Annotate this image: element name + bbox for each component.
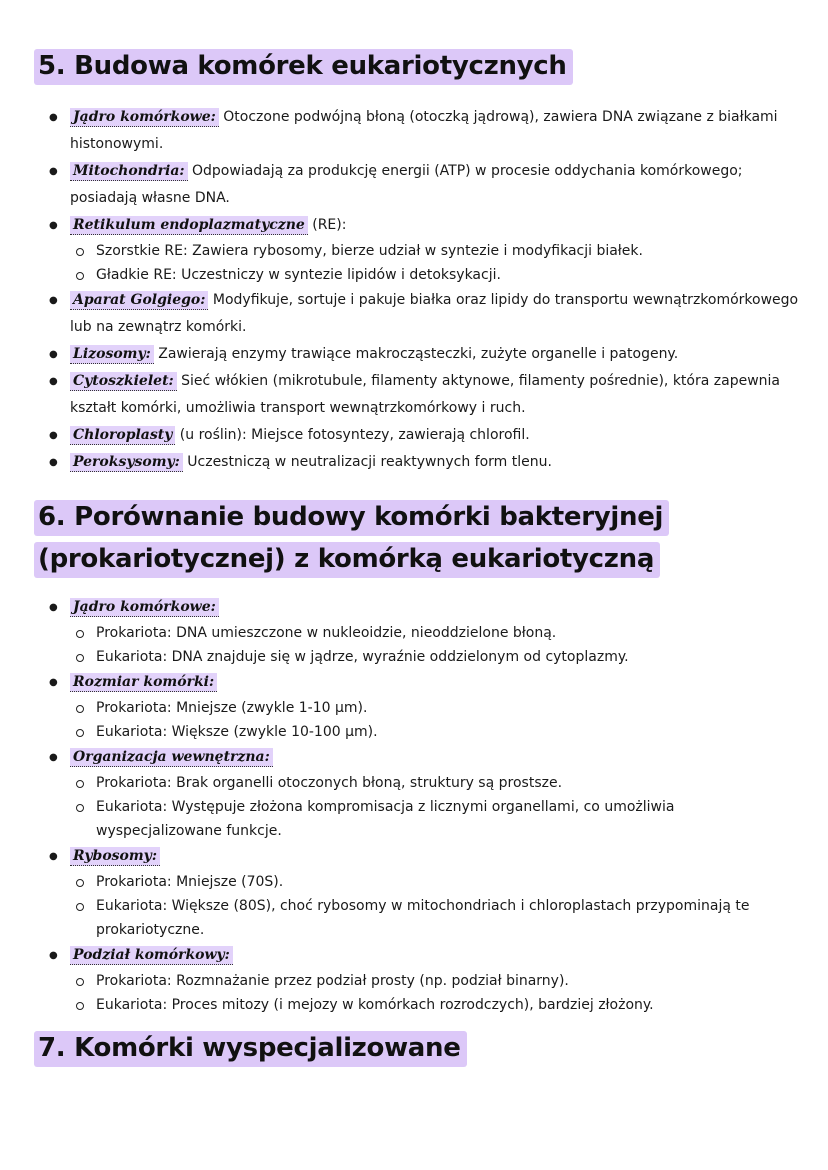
term: Retikulum endoplazmatyczne [70,216,308,235]
sub-list-item: Eukariota: Większe (80S), choć rybosomy w mitochondriach i chloroplastach przypominają te prokariotyczne. [70,894,800,942]
section-5-list [40,104,800,476]
list-item [40,158,800,212]
section-6-title-line-2: (prokariotycznej) z komórką eukariotyczną [34,542,660,578]
description: Sieć włókien (mikrotubule, filamenty aktynowe, filamenty pośrednie), która zapewnia kształt komórki, umożliwia transport wewnątrzkomórkowy i ruch. [70,373,780,416]
sub-list-item: Eukariota: Występuje złożona kompromisacja z licznymi organellami, co umożliwia wyspecjalizowane funkcje. [70,795,800,843]
sub-list-item: Szorstkie RE: Zawiera rybosomy, bierze udział w syntezie i modyfikacji białek. [70,239,800,263]
term: Mitochondria: [70,162,188,181]
list-item [40,942,800,1017]
section-5-title: 5. Budowa komórek eukariotycznych [34,49,573,85]
sub-list-item: Prokariota: Rozmnażanie przez podział prosty (np. podział binarny). [70,969,800,993]
sub-list-item: Eukariota: DNA znajduje się w jądrze, wyraźnie oddzielonym od cytoplazmy. [70,645,800,669]
list-item [40,843,800,942]
list-item [40,422,800,449]
sub-list-item: Prokariota: DNA umieszczone w nukleoidzie, nieoddzielone błoną. [70,621,800,645]
sub-list [70,870,800,942]
section-7-title: 7. Komórki wyspecjalizowane [34,1031,467,1067]
list-item [40,744,800,843]
sub-list [70,239,800,287]
sub-list-item: Prokariota: Mniejsze (70S). [70,870,800,894]
sub-list-item: Prokariota: Brak organelli otoczonych błoną, struktury są prostsze. [70,771,800,795]
sub-list-item: Eukariota: Proces mitozy (i mejozy w komórkach rozrodczych), bardziej złożony. [70,993,800,1017]
term: Lizosomy: [70,345,154,364]
sub-list-item: Eukariota: Większe (zwykle 10-100 µm). [70,720,800,744]
term: Aparat Golgiego: [70,291,208,310]
description: Zawierają enzymy trawiące makrocząsteczki, zużyte organelle i patogeny. [153,346,679,362]
sub-list-item: Gładkie RE: Uczestniczy w syntezie lipidów i detoksykacji. [70,263,800,287]
section-6-heading [34,496,669,580]
section-5-heading [34,48,573,85]
list-item [40,341,800,368]
term: Jądro komórkowe: [70,108,219,127]
sub-list [70,771,800,843]
section-6-list [40,594,800,1017]
list-item [40,212,800,287]
sub-list [70,969,800,1017]
list-item [40,368,800,422]
description: Odpowiadają za produkcję energii (ATP) w procesie oddychania komórkowego; posiadają własne DNA. [70,163,743,206]
list-item [40,594,800,669]
term: Peroksysomy: [70,453,183,472]
term: Chloroplasty [70,426,175,445]
list-item [40,287,800,341]
term: Jądro komórkowe: [70,598,219,617]
description: (RE): [307,217,347,233]
description: Otoczone podwójną błoną (otoczką jądrową), zawiera DNA związane z białkami histonowymi. [70,109,778,152]
list-item [40,669,800,744]
sub-list [70,696,800,744]
term: Rybosomy: [70,847,160,866]
sub-list-item: Prokariota: Mniejsze (zwykle 1-10 µm). [70,696,800,720]
list-item [40,449,800,476]
description: Modyfikuje, sortuje i pakuje białka oraz lipidy do transportu wewnątrzkomórkowego lub na zewnątrz komórki. [70,292,799,335]
term: Cytoszkielet: [70,372,177,391]
term: Organizacja wewnętrzna: [70,748,273,767]
term: Rozmiar komórki: [70,673,217,692]
list-item [40,104,800,158]
description: Uczestniczą w neutralizacji reaktywnych form tlenu. [182,454,552,470]
section-7-heading [34,1030,467,1067]
section-6-title-line-1: 6. Porównanie budowy komórki bakteryjnej [34,500,669,536]
term: Podział komórkowy: [70,946,233,965]
description: (u roślin): Miejsce fotosyntezy, zawierają chlorofil. [175,427,530,443]
sub-list [70,621,800,669]
